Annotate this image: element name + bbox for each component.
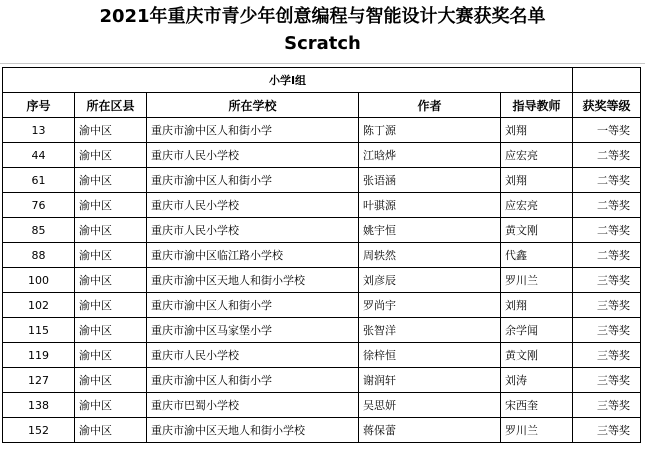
cell-district: 渝中区 [75,368,147,393]
cell-no: 115 [3,318,75,343]
header-award: 获奖等级 [573,93,641,118]
cell-district: 渝中区 [75,218,147,243]
cell-school: 重庆市渝中区天地人和街小学校 [147,418,359,443]
table-row [3,343,641,368]
cell-teacher: 宋西奎 [501,393,573,418]
cell-award: 三等奖 [573,318,641,343]
table-row [3,393,641,418]
cell-author: 张语涵 [359,168,501,193]
document-title: 2021年重庆市青少年创意编程与智能设计大赛获奖名单 [99,6,546,27]
header-district: 所在区县 [75,93,147,118]
cell-teacher: 罗川兰 [501,418,573,443]
table-row [3,218,641,243]
cell-no: 102 [3,293,75,318]
cell-teacher: 刘翔 [501,118,573,143]
cell-author: 姚宇恒 [359,218,501,243]
table-row [3,318,641,343]
cell-teacher: 刘翔 [501,293,573,318]
cell-no: 13 [3,118,75,143]
cell-district: 渝中区 [75,393,147,418]
cell-teacher: 余学闻 [501,318,573,343]
cell-district: 渝中区 [75,418,147,443]
award-table [2,67,641,443]
cell-award: 三等奖 [573,293,641,318]
cell-teacher: 黄文刚 [501,218,573,243]
cell-award: 二等奖 [573,243,641,268]
table-row [3,168,641,193]
cell-author: 谢润轩 [359,368,501,393]
cell-no: 119 [3,343,75,368]
header-teacher: 指导教师 [501,93,573,118]
cell-award: 二等奖 [573,218,641,243]
cell-no: 44 [3,143,75,168]
cell-award: 三等奖 [573,393,641,418]
cell-no: 152 [3,418,75,443]
cell-teacher: 罗川兰 [501,268,573,293]
cell-school: 重庆市人民小学校 [147,193,359,218]
cell-district: 渝中区 [75,118,147,143]
cell-teacher: 刘翔 [501,168,573,193]
table-row [3,243,641,268]
cell-teacher: 应宏亮 [501,193,573,218]
cell-author: 张智洋 [359,318,501,343]
header-author: 作者 [359,93,501,118]
table-row [3,368,641,393]
cell-award: 一等奖 [573,118,641,143]
cell-author: 蒋保蕾 [359,418,501,443]
cell-district: 渝中区 [75,293,147,318]
cell-district: 渝中区 [75,318,147,343]
cell-district: 渝中区 [75,193,147,218]
cell-school: 重庆市人民小学校 [147,143,359,168]
cell-author: 刘彦辰 [359,268,501,293]
header-row [3,93,641,118]
header-school: 所在学校 [147,93,359,118]
cell-teacher: 应宏亮 [501,143,573,168]
cell-school: 重庆市渝中区人和街小学 [147,368,359,393]
cell-teacher: 刘涛 [501,368,573,393]
cell-no: 127 [3,368,75,393]
cell-award: 二等奖 [573,193,641,218]
cell-award: 三等奖 [573,268,641,293]
divider [0,63,645,64]
cell-no: 138 [3,393,75,418]
table-row [3,143,641,168]
cell-teacher: 代鑫 [501,243,573,268]
table-row [3,293,641,318]
cell-school: 重庆市渝中区人和街小学 [147,293,359,318]
cell-author: 徐梓恒 [359,343,501,368]
table-row [3,268,641,293]
cell-school: 重庆市渝中区人和街小学 [147,168,359,193]
cell-no: 85 [3,218,75,243]
cell-district: 渝中区 [75,343,147,368]
cell-author: 叶骐源 [359,193,501,218]
cell-no: 88 [3,243,75,268]
cell-no: 100 [3,268,75,293]
cell-district: 渝中区 [75,168,147,193]
cell-award: 三等奖 [573,343,641,368]
cell-author: 江晗烨 [359,143,501,168]
cell-award: 二等奖 [573,168,641,193]
cell-author: 吴思妍 [359,393,501,418]
cell-school: 重庆市渝中区马家堡小学 [147,318,359,343]
table-row [3,118,641,143]
document-subtitle: Scratch [284,33,361,54]
group-row [3,68,641,93]
cell-district: 渝中区 [75,268,147,293]
cell-award: 二等奖 [573,143,641,168]
cell-school: 重庆市人民小学校 [147,343,359,368]
table-row [3,418,641,443]
cell-teacher: 黄文刚 [501,343,573,368]
cell-no: 76 [3,193,75,218]
cell-award: 三等奖 [573,368,641,393]
cell-school: 重庆市渝中区天地人和街小学校 [147,268,359,293]
cell-school: 重庆市渝中区临江路小学校 [147,243,359,268]
cell-school: 重庆市人民小学校 [147,218,359,243]
cell-school: 重庆市巴蜀小学校 [147,393,359,418]
group-label: 小学I组 [3,68,573,93]
cell-award: 三等奖 [573,418,641,443]
cell-author: 罗尚宇 [359,293,501,318]
cell-district: 渝中区 [75,243,147,268]
header-no: 序号 [3,93,75,118]
title-block [0,0,645,64]
cell-author: 周轶然 [359,243,501,268]
cell-district: 渝中区 [75,143,147,168]
cell-school: 重庆市渝中区人和街小学 [147,118,359,143]
table-row [3,193,641,218]
group-empty-cell [573,68,641,93]
cell-author: 陈丁源 [359,118,501,143]
cell-no: 61 [3,168,75,193]
